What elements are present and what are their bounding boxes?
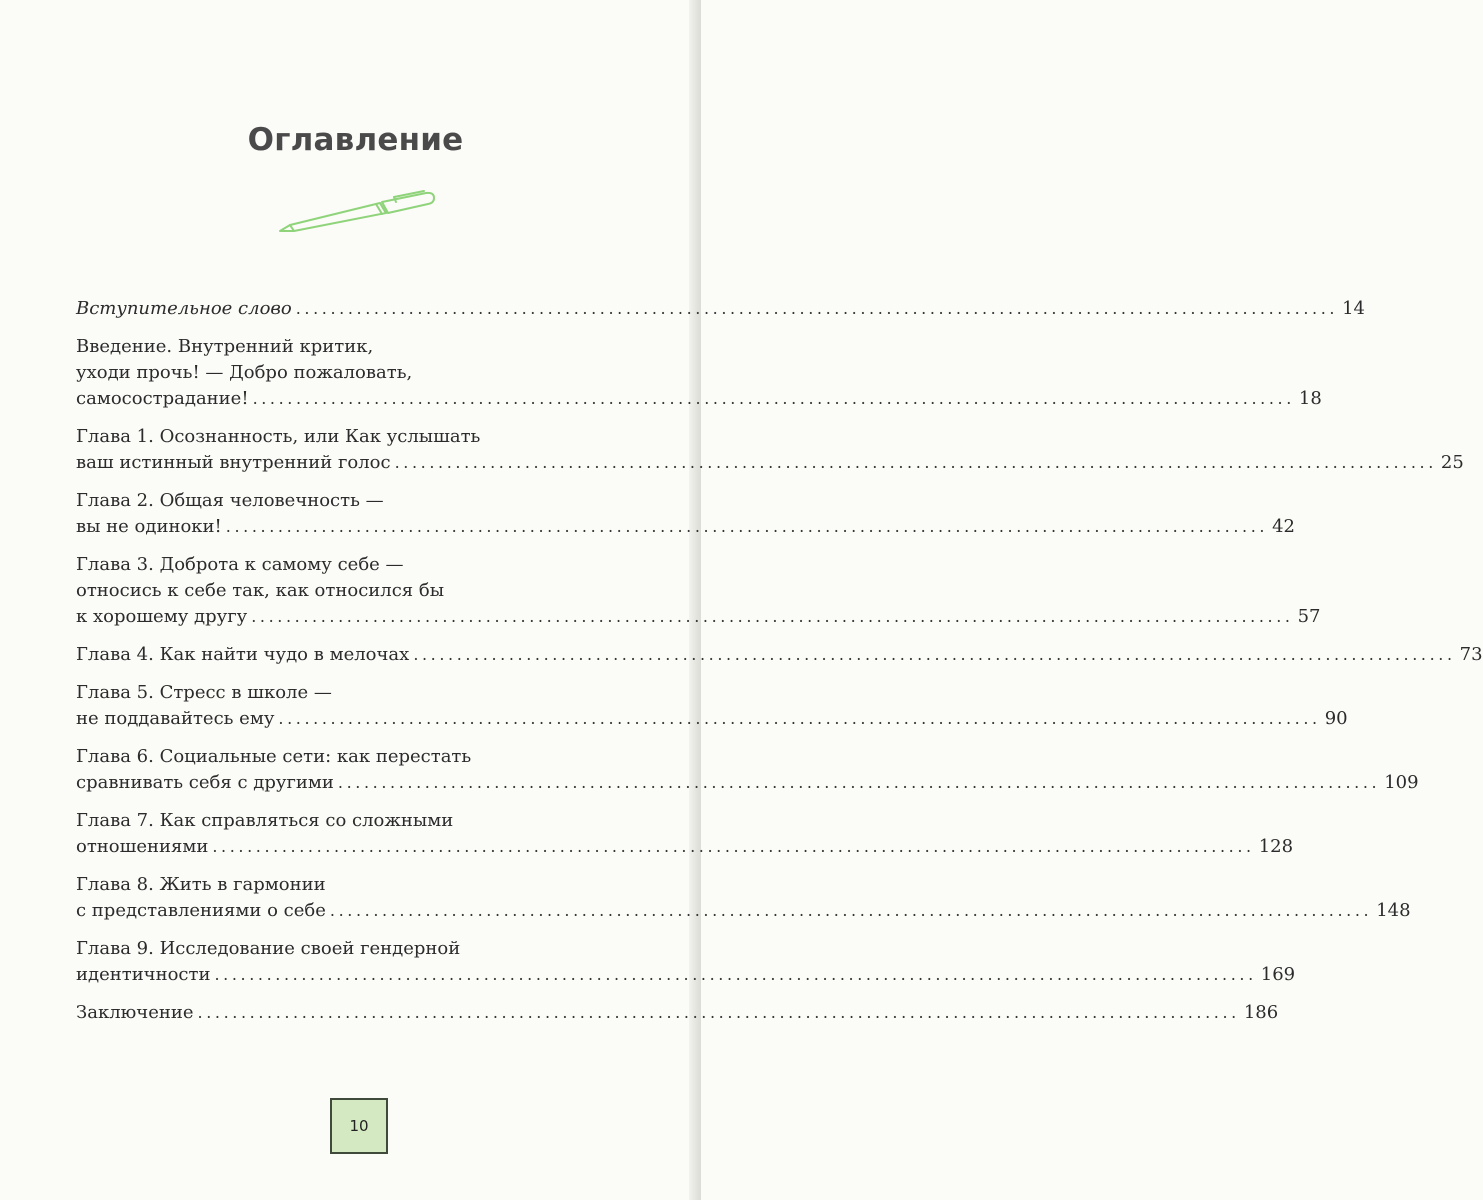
dot-leader: ........................................................................................................................: [413, 645, 1456, 664]
toc-entry[interactable]: [76, 808, 1294, 860]
table-of-contents: [76, 296, 1483, 1038]
toc-page-number: 186: [1243, 1002, 1279, 1023]
toc-entry[interactable]: [76, 680, 1348, 732]
dot-leader: ........................................................................................................................: [278, 709, 1321, 728]
toc-entry-text: Глава 7. Как справляться со сложными: [76, 810, 454, 831]
toc-entry[interactable]: [76, 872, 1411, 924]
toc-page-number: 14: [1342, 298, 1365, 319]
dot-leader: ........................................................................................................................: [214, 965, 1257, 984]
dot-leader: ........................................................................................................................: [252, 389, 1295, 408]
toc-page-number: 128: [1258, 836, 1294, 857]
toc-page-number: 90: [1324, 708, 1348, 729]
toc-entry[interactable]: [76, 488, 1296, 540]
toc-entry-text: с представлениями о себе: [76, 900, 326, 921]
toc-entry-text: Глава 5. Стресс в школе —: [76, 682, 332, 703]
dot-leader: ........................................................................................................................: [225, 517, 1269, 536]
toc-entry-text: отношениями: [76, 836, 209, 857]
toc-entry-text: сравнивать себя с другими: [76, 772, 334, 793]
toc-entry-text: Глава 8. Жить в гармонии: [76, 874, 326, 895]
toc-page-number: 73: [1459, 644, 1483, 665]
page-number: [330, 1098, 388, 1154]
toc-entry-text: Глава 6. Социальные сети: как перестать: [76, 746, 472, 767]
toc-entry[interactable]: [76, 552, 1321, 630]
toc-entry-text: самосострадание!: [76, 388, 249, 409]
toc-page-number: 169: [1260, 964, 1296, 985]
dot-leader: ........................................................................................................................: [394, 453, 1437, 472]
toc-entry[interactable]: [76, 936, 1296, 988]
dot-leader: ........................................................................................................................: [251, 607, 1294, 626]
toc-entry-text: относись к себе так, как относился бы: [76, 580, 445, 601]
toc-entry[interactable]: [76, 744, 1419, 796]
toc-page-number: 25: [1440, 452, 1464, 473]
toc-entry-text: Заключение: [76, 1002, 194, 1023]
toc-entry[interactable]: [76, 296, 1365, 322]
toc-entry-text: идентичности: [76, 964, 211, 985]
toc-entry-text: Глава 4. Как найти чудо в мелочах: [76, 644, 410, 665]
dot-leader: ........................................................................................................................: [329, 901, 1373, 920]
toc-entry-text: Глава 2. Общая человечность —: [76, 490, 384, 511]
toc-entry[interactable]: [76, 424, 1464, 476]
toc-entry-text: Вступительное слово: [76, 298, 292, 319]
toc-entry-text: к хорошему другу: [76, 606, 248, 627]
toc-entry-text: Глава 3. Доброта к самому себе —: [76, 554, 404, 575]
toc-page-number: 109: [1384, 772, 1419, 793]
toc-page-number: 42: [1272, 516, 1296, 537]
toc-entry-text: Введение. Внутренний критик,: [76, 336, 374, 357]
toc-entry[interactable]: [76, 1000, 1279, 1026]
toc-entry-text: ваш истинный внутренний голос: [76, 452, 391, 473]
dot-leader: ........................................................................................................................: [197, 1003, 1240, 1022]
pen-icon: [276, 189, 438, 237]
toc-entry[interactable]: [76, 642, 1483, 668]
toc-page-number: 148: [1376, 900, 1411, 921]
toc-entry-text: уходи прочь! — Добро пожаловать,: [76, 362, 413, 383]
toc-entry-text: Глава 9. Исследование своей гендерной: [76, 938, 461, 959]
toc-entry-text: Глава 1. Осознанность, или Как услышать: [76, 426, 481, 447]
toc-page-number: 18: [1298, 388, 1322, 409]
toc-page-number: 57: [1297, 606, 1321, 627]
toc-entry[interactable]: [76, 334, 1322, 412]
dot-leader: ........................................................................................................................: [337, 773, 1381, 792]
page-number-label: 10: [349, 1117, 369, 1135]
toc-entry-text: вы не одиноки!: [76, 516, 222, 537]
dot-leader: ........................................................................................................................: [295, 299, 1339, 318]
dot-leader: ........................................................................................................................: [212, 837, 1255, 856]
page-title: Оглавление: [247, 122, 464, 158]
toc-entry-text: не поддавайтесь ему: [76, 708, 275, 729]
